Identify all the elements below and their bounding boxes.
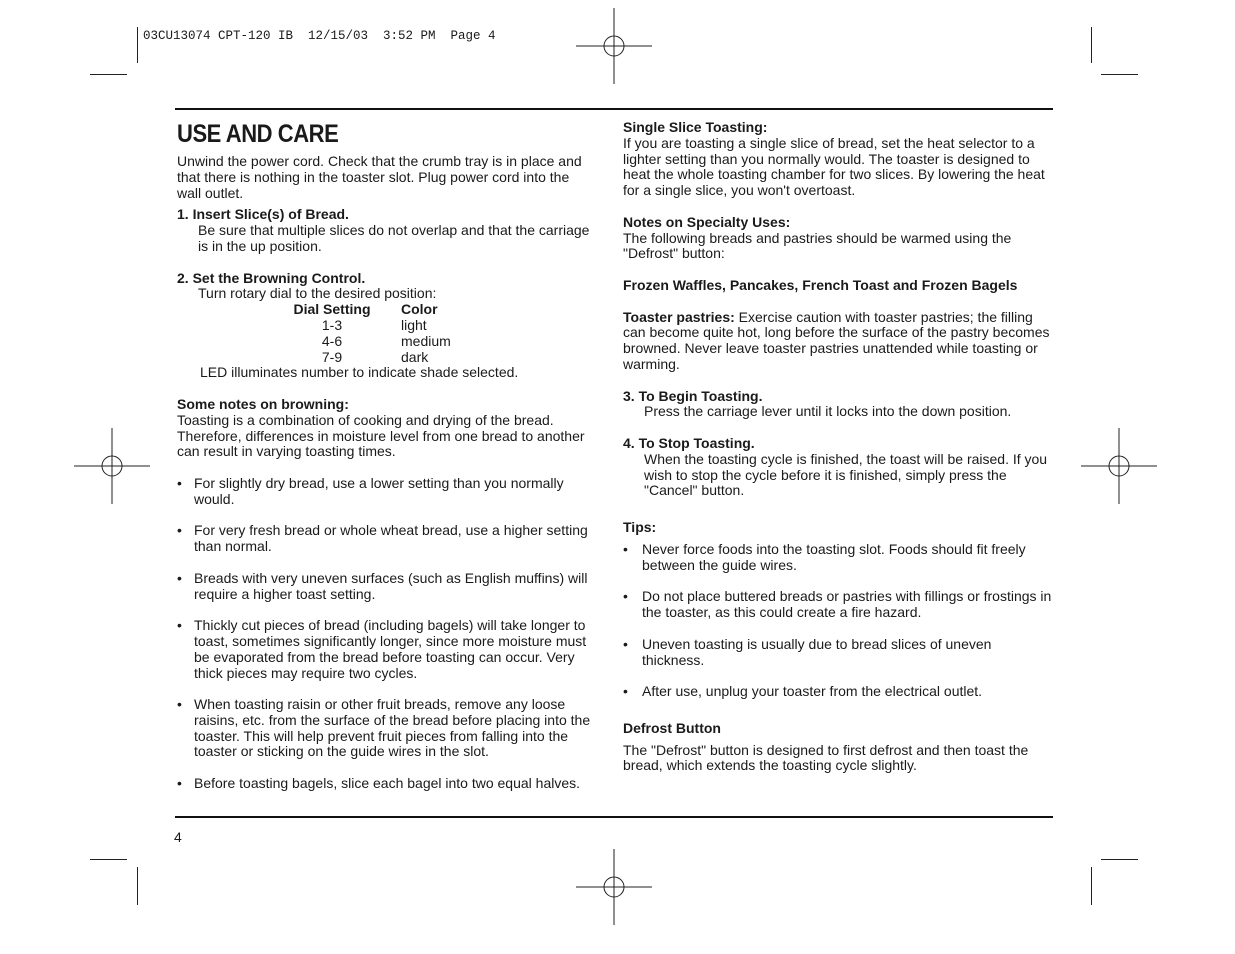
defrost-body: The "Defrost" button is designed to first defrost and then toast the bread, which extends the toasting cycle slightly.	[623, 741, 1029, 774]
frozen-items-line: Frozen Waffles, Pancakes, French Toast and Frozen Bagels	[623, 276, 1018, 293]
color-cell: light	[401, 316, 427, 333]
list-item-text: Never force foods into the toasting slot. Foods should fit freely between the guide wires.	[642, 540, 1026, 573]
crop-mark	[90, 859, 127, 860]
bullet-icon: •	[177, 617, 182, 634]
bullet-icon: •	[623, 683, 628, 700]
registration-mark-icon	[576, 849, 652, 925]
table-row	[263, 318, 597, 334]
tips-title: Tips:	[623, 519, 657, 536]
crop-mark	[1101, 859, 1138, 860]
dial-setting-header: Dial Setting	[293, 301, 371, 318]
single-slice-body: If you are toasting a single slice of bread, set the heat selector to a lighter setting than you normally would. The toaster is designed to heat the whole toasting chamber for two slices. By lowering the heat for a single slice, you won't overtoast.	[623, 134, 1045, 199]
registration-mark-icon	[576, 8, 652, 84]
led-note: LED illuminates number to indicate shade selected.	[200, 364, 519, 381]
step-1-title: 1. Insert Slice(s) of Bread.	[177, 206, 349, 223]
browning-tips-list	[177, 476, 597, 792]
list-item	[177, 618, 597, 681]
bullet-icon: •	[623, 540, 628, 557]
bullet-icon: •	[177, 696, 182, 713]
list-item-text: Before toasting bagels, slice each bagel into two equal halves.	[194, 775, 581, 792]
specialty-body: The following breads and pastries should be warmed using the "Defrost" button:	[623, 229, 1012, 262]
crop-mark	[1101, 74, 1138, 75]
crop-mark	[90, 74, 127, 75]
list-item	[177, 697, 597, 760]
single-slice-title: Single Slice Toasting:	[623, 119, 768, 135]
list-item	[623, 684, 1053, 700]
step-4-title: 4. To Stop Toasting.	[623, 434, 755, 451]
step-3-body: Press the carriage lever until it locks into the down position.	[644, 403, 1012, 420]
toaster-pastries-body: Exercise caution with toaster pastries; the filling can become quite hot, long before the surface of the pastry becomes browned. Never leave toaster pastries unattended while toasting or warming.	[623, 308, 1050, 372]
list-item-text: Thickly cut pieces of bread (including bagels) will take longer to toast, sometimes significantly longer, since more moisture must be evaporated from the bread before toasting can occur. Very thick pieces may require two cycles.	[194, 617, 587, 681]
bullet-icon: •	[177, 522, 182, 539]
list-item	[623, 589, 1053, 621]
bullet-icon: •	[177, 474, 182, 491]
list-item	[177, 776, 597, 792]
list-item	[177, 571, 597, 603]
bullet-icon: •	[623, 588, 628, 605]
registration-mark-icon	[1081, 428, 1157, 504]
crop-mark	[1091, 27, 1092, 63]
intro-paragraph: Unwind the power cord. Check that the crumb tray is in place and that there is nothing in the toaster slot. Plug power cord into the wall outlet.	[177, 153, 582, 201]
toaster-pastries-label: Toaster pastries:	[623, 308, 735, 325]
bullet-icon: •	[623, 635, 628, 652]
list-item	[623, 542, 1053, 574]
list-item-text: When toasting raisin or other fruit breads, remove any loose raisins, etc. from the surface of the bread before placing into the toaster. This will help prevent fruit pieces from falling into the toaster or sticking on the guide wires in the slot.	[194, 696, 591, 760]
list-item-text: Breads with very uneven surfaces (such as English muffins) will require a higher toast setting.	[194, 569, 588, 602]
color-cell: medium	[401, 332, 451, 349]
list-item-text: Uneven toasting is usually due to bread slices of uneven thickness.	[642, 635, 992, 668]
crop-mark	[1091, 867, 1092, 905]
browning-notes-title: Some notes on browning:	[177, 395, 349, 412]
page-number: 4	[174, 829, 182, 845]
right-column	[623, 120, 1053, 774]
step-2-body: Turn rotary dial to the desired position:	[198, 285, 437, 302]
toaster-pastries-paragraph	[623, 310, 1053, 373]
step-2-title: 2. Set the Browning Control.	[177, 269, 366, 286]
list-item-text: Do not place buttered breads or pastries with fillings or frostings in the toaster, as this could create a fire hazard.	[642, 588, 1052, 621]
dial-setting-cell: 7-9	[321, 348, 343, 365]
step-4-body: When the toasting cycle is finished, the toast will be raised. If you wish to stop the cycle before it is finished, simply press the "Cancel" button.	[644, 450, 1048, 499]
crop-mark	[137, 27, 138, 63]
bullet-icon: •	[177, 569, 182, 586]
crop-mark	[137, 867, 138, 905]
list-item	[623, 637, 1053, 669]
printer-slug: 03CU13074 CPT-120 IB 12/15/03 3:52 PM Page 4	[143, 29, 496, 43]
defrost-title: Defrost Button	[623, 719, 721, 736]
list-item-text: For very fresh bread or whole wheat bread, use a higher setting than normal.	[194, 522, 588, 555]
table-row	[263, 334, 597, 350]
registration-mark-icon	[74, 428, 150, 504]
step-3-title: 3. To Begin Toasting.	[623, 387, 763, 404]
bullet-icon: •	[177, 775, 182, 792]
tips-list	[623, 542, 1053, 700]
list-item	[177, 523, 597, 555]
page-title: USE AND CARE	[177, 120, 339, 148]
dial-setting-cell: 1-3	[321, 316, 343, 333]
bottom-rule	[175, 816, 1053, 818]
dial-table-header	[263, 302, 597, 318]
table-row	[263, 350, 597, 366]
specialty-title: Notes on Specialty Uses:	[623, 213, 791, 230]
color-cell: dark	[401, 348, 429, 365]
color-header: Color	[401, 301, 438, 318]
browning-notes-body: Toasting is a combination of cooking and drying of the bread. Therefore, differences in moisture level from one bread to another can result in varying toasting times.	[177, 411, 585, 460]
step-1-body: Be sure that multiple slices do not overlap and that the carriage is in the up position.	[198, 222, 590, 254]
dial-setting-cell: 4-6	[321, 332, 343, 349]
list-item-text: For slightly dry bread, use a lower setting than you normally would.	[194, 474, 564, 507]
list-item-text: After use, unplug your toaster from the electrical outlet.	[642, 683, 983, 700]
top-rule	[175, 108, 1053, 110]
dial-setting-table	[263, 302, 597, 365]
list-item	[177, 476, 597, 508]
left-column	[177, 118, 597, 792]
